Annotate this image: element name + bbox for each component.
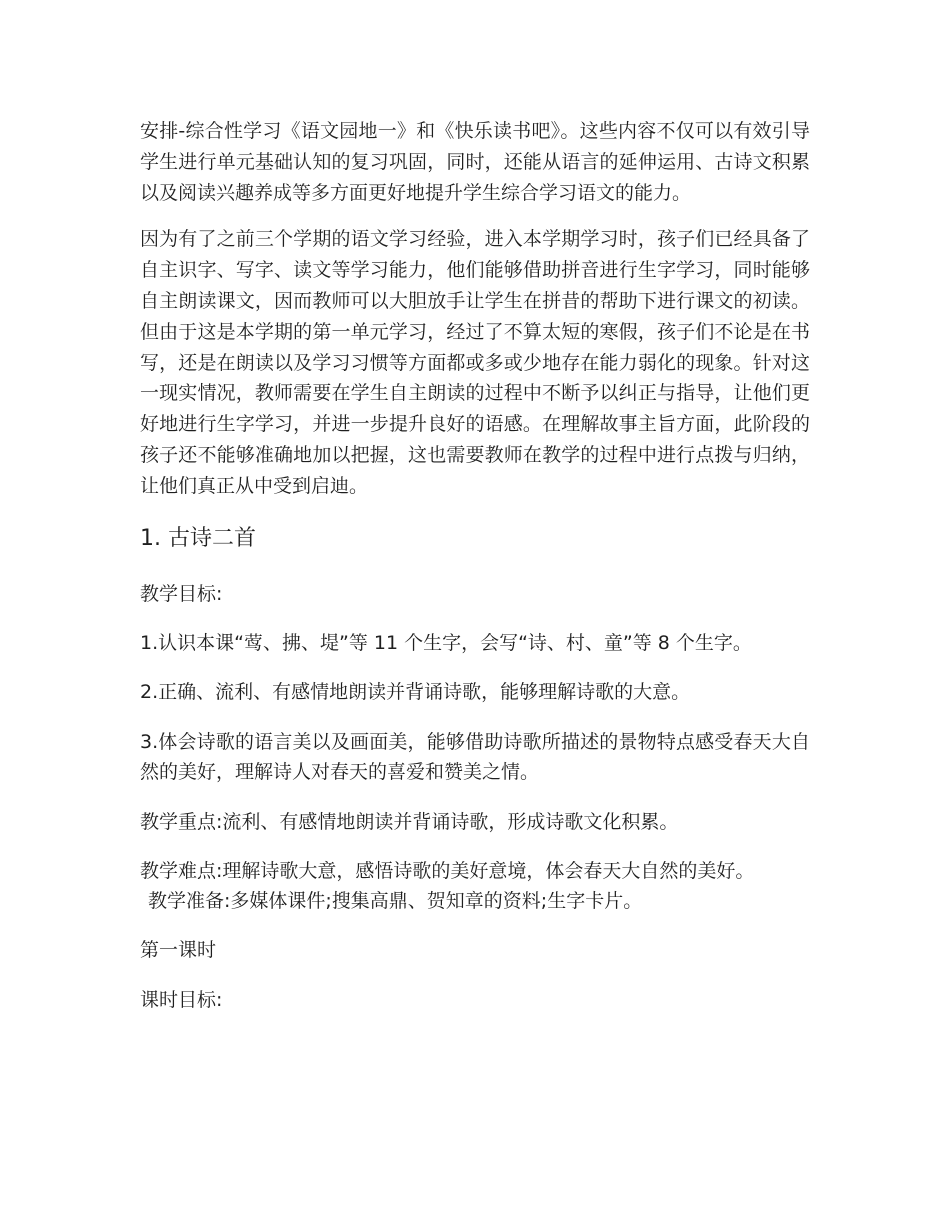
intro-paragraph: 安排-综合性学习《语文园地一》和《快乐读书吧》。这些内容不仅可以有效引导学生进行单元基础认知的复习巩固，同时，还能从语言的延伸运用、古诗文积累以及阅读兴趣养成等多方面更好地提升学生综合学习语文的能力。 — [140, 120, 810, 204]
teaching-preparation: 教学准备:多媒体课件;搜集高鼎、贺知章的资料;生字卡片。 — [148, 889, 643, 912]
lesson-title: 第一课时 — [140, 938, 217, 961]
teaching-difficulty-block — [140, 856, 810, 916]
analysis-paragraph: 因为有了之前三个学期的语文学习经验，进入本学期学习时，孩子们已经具备了自主识字、写字、读文等学习能力，他们能够借助拼音进行生字学习，同时能够自主朗读课文，因而教师可以大胆放手让学生在拼昔的帮助下进行课文的初读。但由于这是本学期的第一单元学习，经过了不算太短的寒假，孩子们不论是在书写，还是在朗读以及学习习惯等方面都或多或少地存在能力弱化的现象。针对这一现实情况，教师需要在学生自主朗读的过程中不断予以纠正与指导，让他们更好地进行生字学习，并进一步提升良好的语感。在理解故事主旨方面，此阶段的孩子还不能够准确地加以把握，这也需要教师在教学的过程中进行点拨与归纳，让他们真正从中受到启迪。 — [140, 228, 810, 497]
objective-item-1: 1.认识本课“莺、拂、堤”等 11 个生字，会写“诗、村、童”等 8 个生字。 — [140, 631, 752, 654]
document-content — [140, 116, 810, 1015]
lesson-objectives-label: 课时目标: — [140, 988, 223, 1011]
objective-item-2: 2.正确、流利、有感情地朗读并背诵诗歌，能够理解诗歌的大意。 — [140, 681, 691, 704]
teaching-focus: 教学重点:流利、有感情地朗读并背诵诗歌，形成诗歌文化积累。 — [140, 810, 679, 833]
objective-item-3: 3.体会诗歌的语言美以及画面美，能够借助诗歌所描述的景物特点感受春天大自然的美好，理解诗人对春天的喜爱和赞美之情。 — [140, 730, 810, 784]
teaching-difficulty: 教学难点:理解诗歌大意，感悟诗歌的美好意境，体会春天大自然的美好。 — [140, 859, 755, 882]
objectives-label: 教学目标: — [140, 582, 223, 605]
section-heading: 1. 古诗二首 — [140, 525, 256, 551]
